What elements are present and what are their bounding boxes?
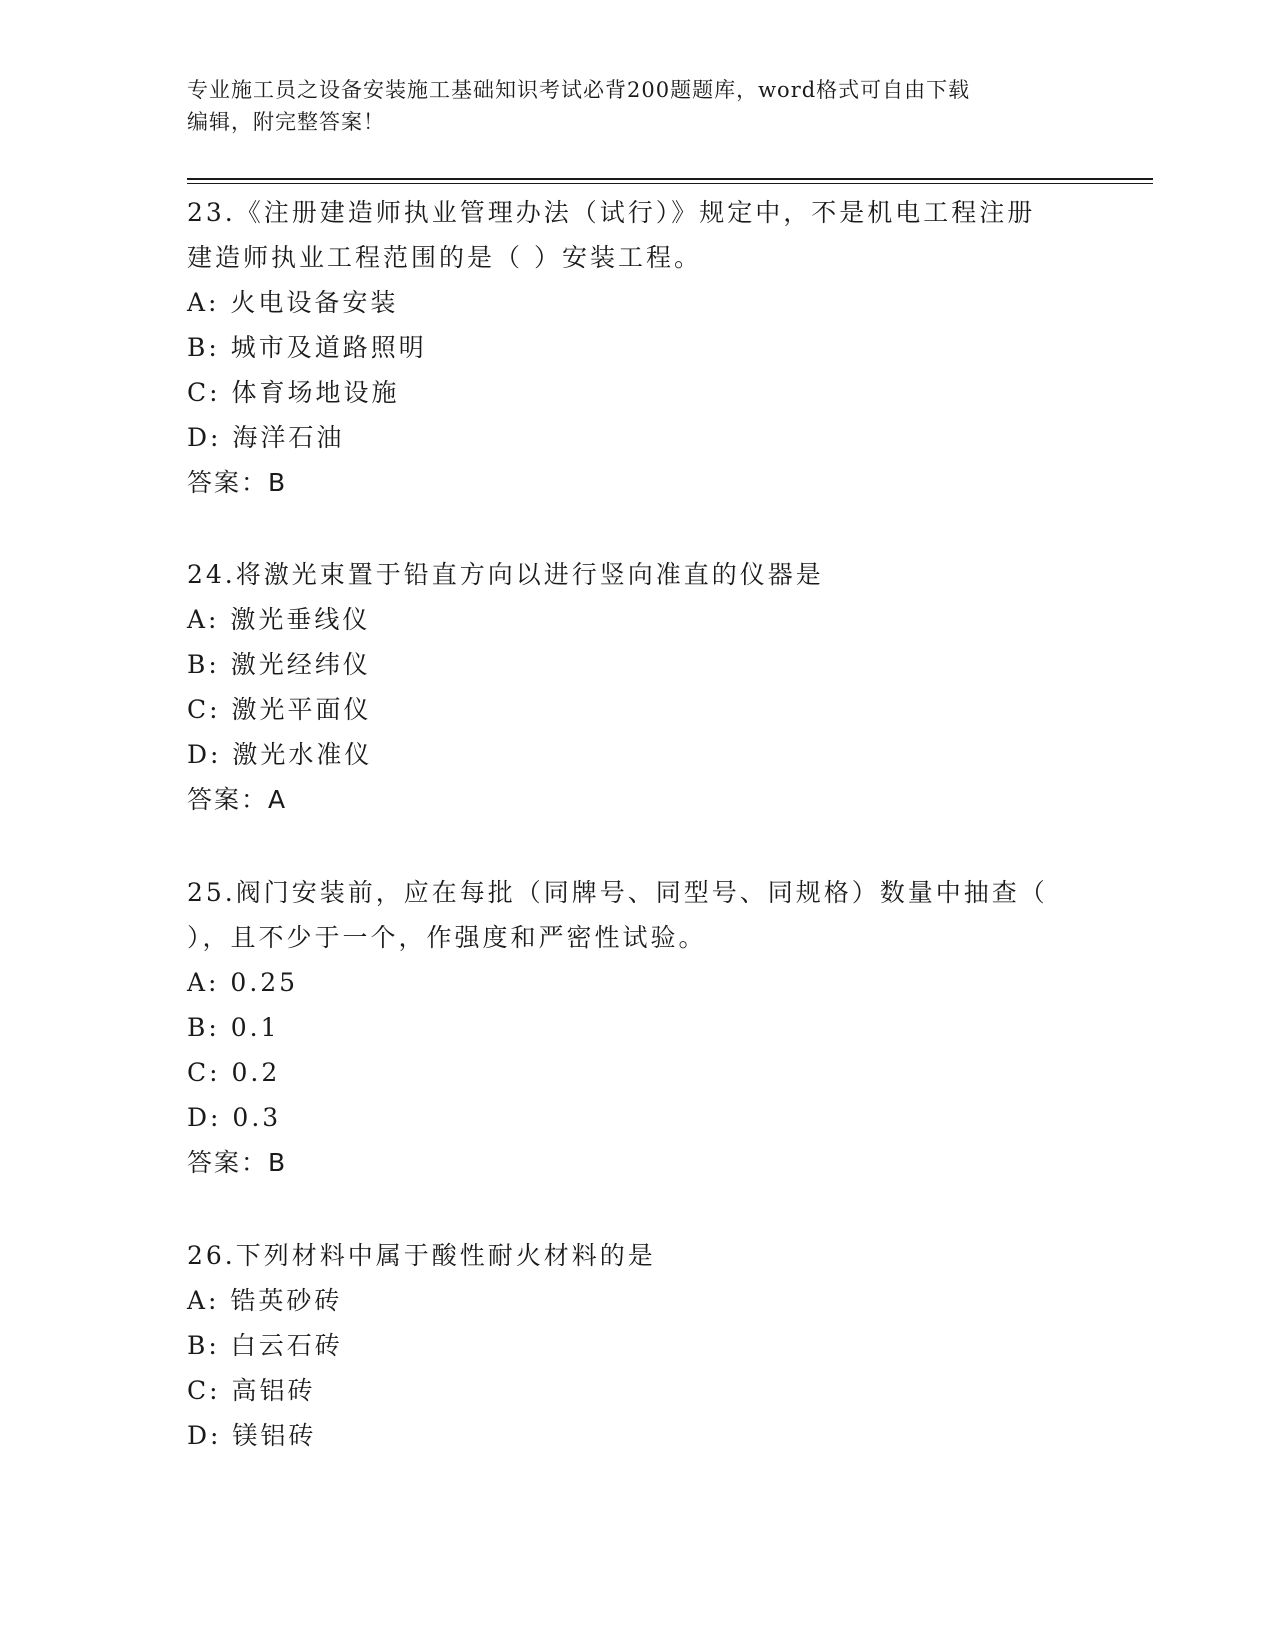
answer: 答案：B xyxy=(187,1148,288,1177)
option-d: D: 激光水准仪 xyxy=(187,740,373,769)
question-26 xyxy=(187,1233,1087,1458)
option-c: C: 体育场地设施 xyxy=(187,378,400,407)
option-a: A: 0.25 xyxy=(187,968,299,997)
answer: 答案：A xyxy=(187,785,288,814)
option-c: C: 激光平面仪 xyxy=(187,695,372,724)
option-b: B: 城市及道路照明 xyxy=(187,333,427,362)
question-stem-line: ），且不少于一个，作强度和严密性试验。 xyxy=(187,923,707,952)
question-stem-line: 26.下列材料中属于酸性耐火材料的是 xyxy=(187,1241,656,1270)
question-25 xyxy=(187,870,1087,1185)
option-b: B: 0.1 xyxy=(187,1013,280,1042)
question-stem-line: 25.阀门安装前，应在每批（同牌号、同型号、同规格）数量中抽查（ xyxy=(187,878,1048,907)
header-line-2: 编辑，附完整答案！ xyxy=(187,110,385,134)
option-a: A: 锆英砂砖 xyxy=(187,1286,343,1315)
option-d: D: 0.3 xyxy=(187,1103,282,1132)
question-stem-line: 23.《注册建造师执业管理办法（试行）》规定中，不是机电工程注册 xyxy=(187,198,1036,227)
option-a: A: 火电设备安装 xyxy=(187,288,399,317)
option-a: A: 激光垂线仪 xyxy=(187,605,371,634)
header-line-1: 专业施工员之设备安装施工基础知识考试必背200题题库，word格式可自由下载 xyxy=(187,78,971,102)
question-stem-line: 24.将激光束置于铅直方向以进行竖向准直的仪器是 xyxy=(187,560,824,589)
option-d: D: 镁铝砖 xyxy=(187,1421,317,1450)
option-b: B: 激光经纬仪 xyxy=(187,650,371,679)
question-24 xyxy=(187,552,1087,822)
question-stem-line: 建造师执业工程范围的是（ ）安装工程。 xyxy=(187,243,702,272)
document-header xyxy=(187,74,1067,138)
option-b: B: 白云石砖 xyxy=(187,1331,343,1360)
option-d: D: 海洋石油 xyxy=(187,423,345,452)
header-divider-thin xyxy=(187,183,1153,184)
option-c: C: 0.2 xyxy=(187,1058,281,1087)
option-c: C: 高铝砖 xyxy=(187,1376,316,1405)
answer: 答案：B xyxy=(187,468,288,497)
question-23 xyxy=(187,190,1087,505)
header-divider xyxy=(187,178,1153,180)
